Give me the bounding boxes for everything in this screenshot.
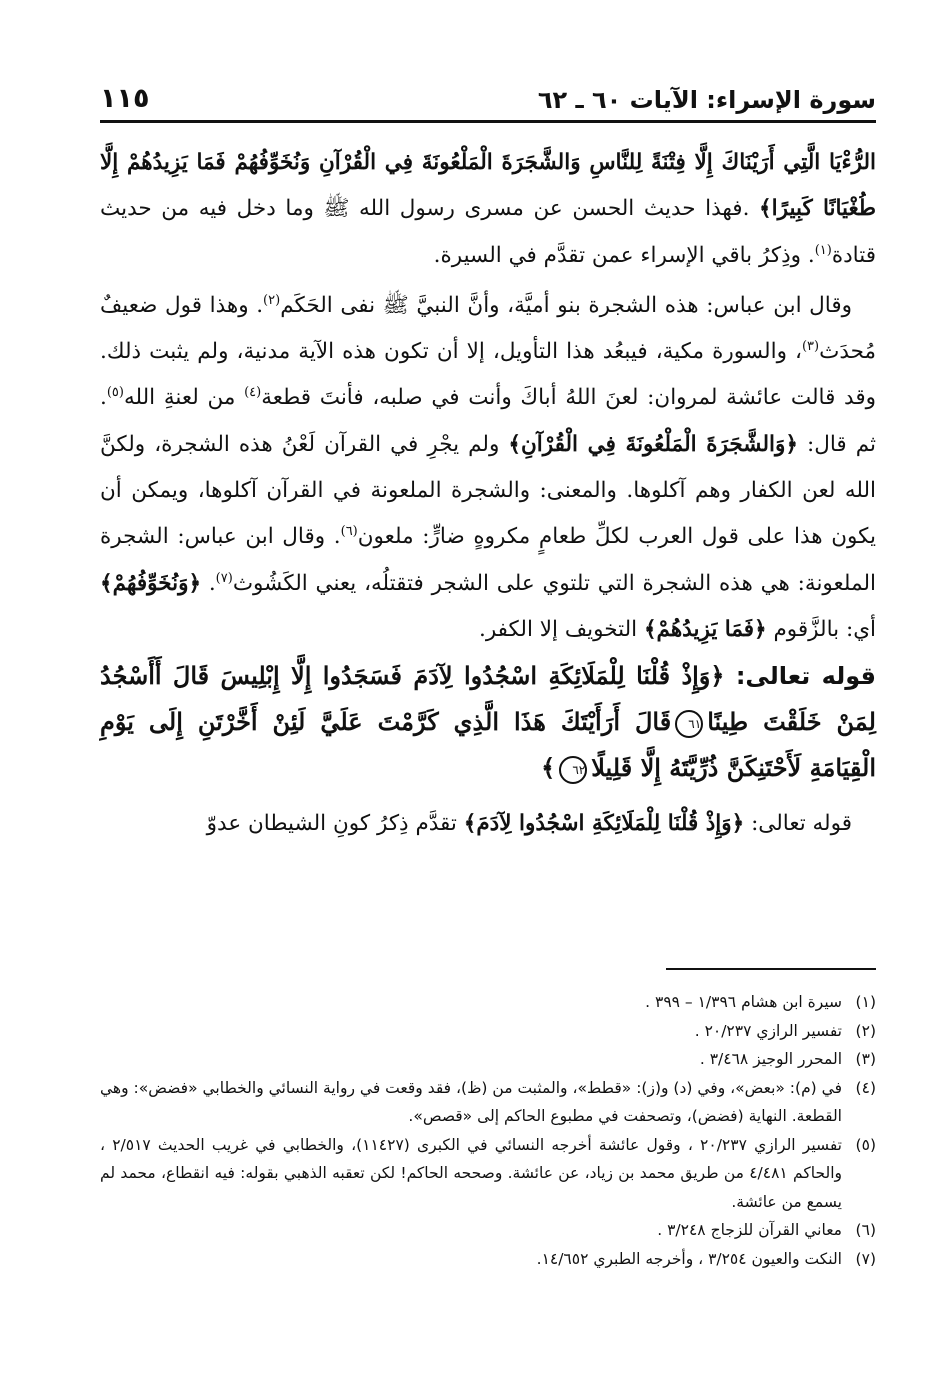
footnote-number: (١): [855, 993, 876, 1011]
page-header: [100, 70, 876, 123]
paragraph-text: .فهذا حديث الحسن عن مسرى رسول الله ﷺ وما دخل فيه من حديث قتادة: [100, 196, 876, 268]
paragraph-1: [100, 140, 876, 279]
quran-quote: ﴿وَإِذْ قُلْنَا لِلْمَلَائِكَةِ اسْجُدُوا لِآدَمَ﴾: [463, 811, 745, 837]
quran-verse: ﴿وَإِذْ قُلْنَا لِلْمَلَائِكَةِ اسْجُدُوا لِآدَمَ فَسَجَدُوا إِلَّا إِبْلِيسَ قَالَ أَأَسْجُدُ لِمَنْ خَلَقْتَ طِينًا: [100, 661, 876, 737]
paragraph-text: . وذِكرُ باقي الإسراء عمن تقدَّم في السيرة.: [433, 242, 815, 268]
quran-verse: قَالَ أَرَأَيْتَكَ هَذَا الَّذِي كَرَّمْتَ عَلَيَّ لَئِنْ أَخَّرْتَنِ إِلَى يَوْمِ الْقِيَامَةِ لَأَحْتَنِكَنَّ ذُرِّيَّتَهُ إِلَّا قَلِيلًا: [100, 707, 876, 783]
footnote-number: (٦): [855, 1221, 876, 1239]
verse-heading-block: [100, 653, 876, 791]
paragraph-text: .: [201, 570, 216, 596]
footnotes: [100, 988, 876, 1273]
footnote-7: [100, 1245, 876, 1274]
footnote-ref-2[interactable]: (٢): [263, 292, 281, 308]
paragraph-text: وقال ابن عباس: هذه الشجرة بنو أميَّة، وأنَّ النبيَّ ﷺ نفى الحَكَم: [280, 292, 852, 318]
footnote-3: [100, 1045, 876, 1074]
paragraph-text: من لعنةِ الله: [123, 385, 245, 411]
footnote-ref-4[interactable]: (٤): [244, 385, 262, 401]
footnote-ref-7[interactable]: (٧): [215, 570, 233, 586]
quran-brace: ﴾: [541, 753, 556, 783]
footnote-text: سيرة ابن هشام ١/٣٩٦ – ٣٩٩ .: [645, 993, 842, 1011]
paragraph-text: أي: بالزَّقوم: [766, 616, 876, 642]
main-text: [100, 140, 876, 848]
footnote-number: (٣): [855, 1050, 876, 1068]
ayah-number-61: ٦١: [675, 710, 703, 738]
footnote-separator: [666, 968, 876, 970]
footnote-ref-1[interactable]: (١): [814, 242, 832, 258]
paragraph-text: ، والسورة مكية، فيبعُد هذا التأويل، إلا أن تكون هذه الآية مدنية، ولم يثبت ذلك. وقد قالت عائشة لمروان: لعنَ اللهُ أباكَ وأنت في صلبه، فأنتَ قطعة: [100, 339, 876, 411]
paragraph-text: . ثم قال:: [100, 385, 876, 457]
footnote-number: (٥): [855, 1135, 876, 1154]
footnote-ref-3[interactable]: (٣): [801, 339, 820, 355]
paragraph-text: . وهذا قول ضعيفٌ مُحدَث: [100, 292, 876, 365]
quran-brace: ﴾: [759, 196, 772, 222]
footnote-2: [100, 1017, 876, 1046]
footnote-1: [100, 988, 876, 1017]
paragraph-text: . وقال ابن عباس: الشجرة الملعونة: هي هذه الشجرة التي تلتوي على الشجر فتقتلُه، يعني الكَشُوث: [100, 524, 876, 596]
verse-lead: قوله تعالى:: [724, 662, 876, 691]
footnote-text: النكت والعيون ٣/٢٥٤ ، وأخرجه الطبري ١٤/٦٥٢.: [536, 1249, 842, 1268]
footnote-number: (٤): [855, 1078, 876, 1097]
paragraph-lead: قوله تعالى:: [744, 811, 852, 837]
paragraph-text: ولم يجْرِ في القرآن لَعْنُ هذه الشجرة، ولكنَّ الله لعن الكفار وهم آكلوها. والمعنى: والشجرة الملعونة في القرآن آكلوها، ويمكن أن يكون هذا على قول العرب لكلِّ طعامٍ مكروهٍ ضارٍّ: ملعون: [100, 431, 876, 550]
footnote-text: المحرر الوجيز ٣/٤٦٨ .: [699, 1050, 842, 1068]
running-title: سورة الإسراء: الآيات ٦٠ ـ ٦٢: [537, 86, 876, 114]
footnote-text: تفسير الرازي ٢٠/٢٣٧ .: [694, 1021, 842, 1040]
footnote-text: تفسير الرازي ٢٠/٢٣٧ ، وقول عائشة أخرجه النسائي في الكبرى (١١٤٢٧)، والخطابي في غريب الحديث ٢/٥١٧ ، والحاكم ٤/٤٨١ من طريق محمد بن زياد، عن عائشة. وصححه الحاكم! لكن تعقبه الذهبي بقوله: فيه انقطاع، محمد لم يسمع من عائشة.: [100, 1135, 843, 1211]
quran-quote: الرُّءْيَا الَّتِي أَرَيْنَاكَ إِلَّا فِتْنَةً لِلنَّاسِ وَالشَّجَرَةَ الْمَلْعُونَةَ فِي الْقُرْآنِ وَنُخَوِّفُهُمْ فَمَا يَزِيدُهُمْ إِلَّا طُغْيَانًا كَبِيرًا: [100, 150, 876, 222]
footnote-number: (٢): [855, 1021, 876, 1040]
quran-quote: ﴿فَمَا يَزِيدُهُمْ﴾: [643, 616, 767, 642]
paragraph-text: تقدَّم ذِكرُ كونِ الشيطان عدوّ: [206, 811, 464, 837]
ayah-number-62: ٦٢: [559, 756, 587, 784]
page-number: ١١٥: [100, 83, 150, 114]
quran-quote: ﴿وَنُخَوِّفُهُمْ﴾: [100, 570, 202, 596]
footnote-text: في (م): «بعض»، وفي (د) و(ز): «قطط»، والمثبت من (ظ)، فقد وقعت في رواية النسائي والخطابي «فضض»: وهي القطعة. النهاية (فضض)، وتصحفت في مطبوع الحاكم إلى «قصص».: [100, 1078, 842, 1125]
footnote-number: (٧): [855, 1249, 876, 1268]
paragraph-text: التخويف إلا الكفر.: [478, 616, 644, 642]
footnote-5: [100, 1131, 876, 1217]
footnote-ref-6[interactable]: (٦): [340, 524, 358, 540]
paragraph-2: [100, 283, 876, 653]
footnote-ref-5[interactable]: (٥): [106, 385, 124, 401]
paragraph-3: [100, 801, 876, 847]
footnote-6: [100, 1216, 876, 1245]
footnote-text: معاني القرآن للزجاج ٣/٢٤٨ .: [657, 1221, 842, 1239]
footnote-4: [100, 1074, 876, 1131]
quran-quote: ﴿وَالشَّجَرَةَ الْمَلْعُونَةَ فِي الْقُرْآنِ﴾: [508, 431, 798, 457]
